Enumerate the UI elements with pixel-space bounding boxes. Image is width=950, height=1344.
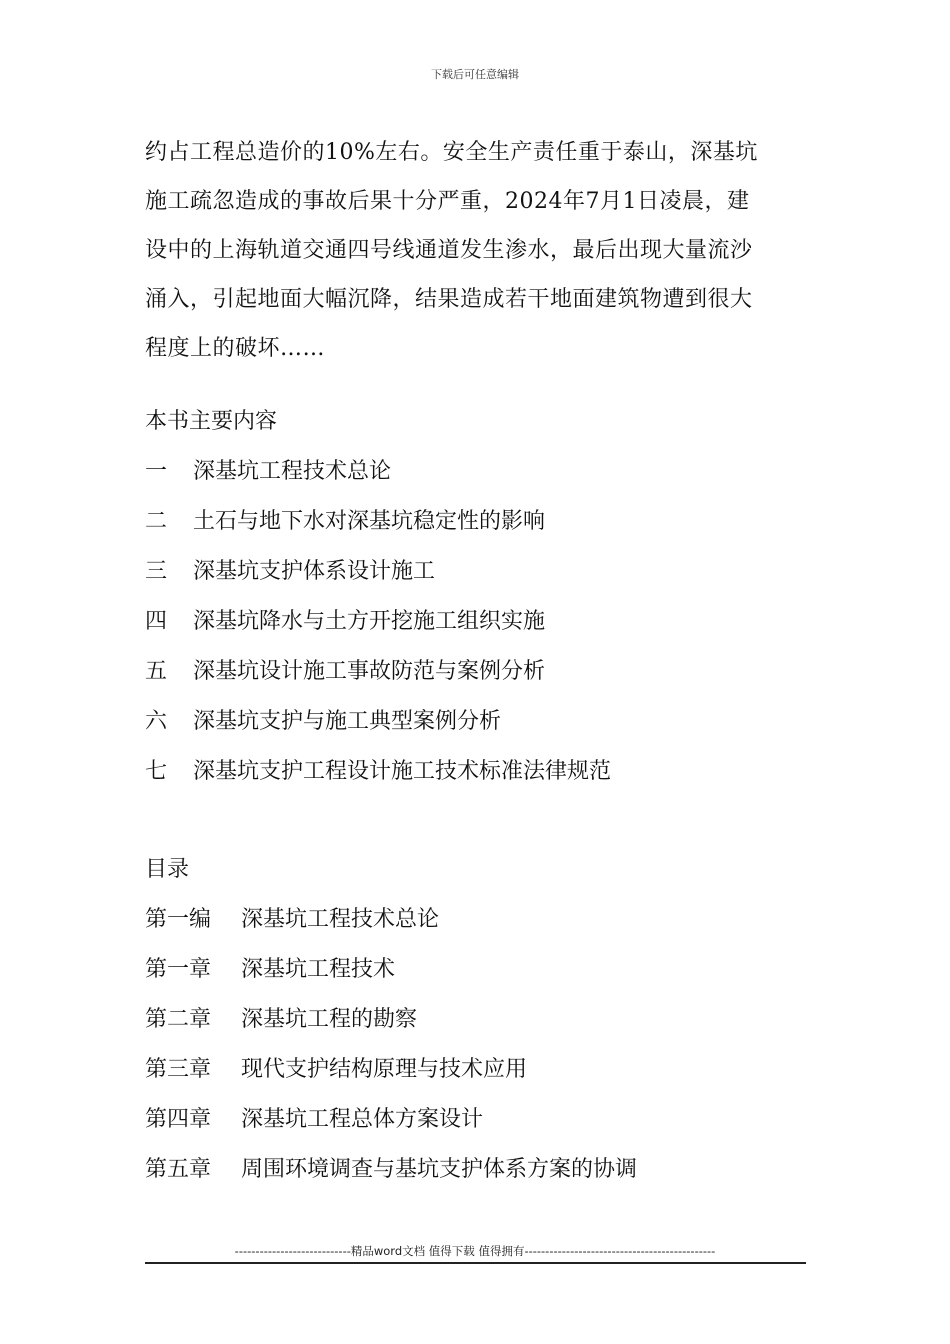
- toc-title: 深基坑工程技术总论: [241, 907, 440, 932]
- toc-number: 第四章: [145, 1107, 212, 1132]
- contents-heading: 目录: [145, 857, 190, 882]
- item-text: 土石与地下水对深基坑稳定性的影响: [193, 509, 546, 534]
- item-text: 深基坑支护工程设计施工技术标准法律规范: [193, 759, 612, 784]
- intro-line: 设中的上海轨道交通四号线通道发生渗水，最后出现大量流沙: [145, 238, 753, 263]
- page-footer-text: ----------------------------精品word文档 值得下载 值得拥有----------------------------------------------: [234, 1244, 716, 1258]
- item-text: 深基坑支护与施工典型案例分析: [193, 709, 502, 734]
- intro-line: 程度上的破坏……: [145, 336, 326, 361]
- item-number: 六: [145, 709, 168, 734]
- toc-item: [145, 1005, 637, 1055]
- list-item: [145, 707, 611, 757]
- toc-item: [145, 1155, 637, 1205]
- list-item: [145, 457, 611, 507]
- toc-number: 第二章: [145, 1007, 212, 1032]
- item-number: 四: [145, 609, 168, 634]
- list-item: [145, 557, 611, 607]
- main-content-heading: 本书主要内容: [145, 409, 278, 434]
- item-number: 一: [145, 459, 168, 484]
- toc-title: 周围环境调查与基坑支护体系方案的协调: [241, 1157, 638, 1182]
- intro-line: 约占工程总造价的10%左右。安全生产责任重于泰山，深基坑: [145, 140, 758, 165]
- page-header-note: 下载后可任意编辑: [431, 68, 519, 81]
- table-of-contents: [145, 905, 637, 1205]
- list-item: [145, 507, 611, 557]
- intro-line: 施工疏忽造成的事故后果十分严重，2024年7月1日凌晨，建: [145, 189, 750, 214]
- item-text: 深基坑支护体系设计施工: [193, 559, 436, 584]
- toc-number: 第五章: [145, 1157, 212, 1182]
- intro-line: 涌入，引起地面大幅沉降，结果造成若干地面建筑物遭到很大: [145, 287, 753, 312]
- list-item: [145, 607, 611, 657]
- toc-title: 深基坑工程的勘察: [241, 1007, 418, 1032]
- toc-item: [145, 905, 637, 955]
- item-text: 深基坑降水与土方开挖施工组织实施: [193, 609, 546, 634]
- toc-title: 深基坑工程技术: [241, 957, 396, 982]
- toc-number: 第一编: [145, 907, 212, 932]
- intro-paragraph: [145, 128, 805, 373]
- toc-title: 现代支护结构原理与技术应用: [241, 1057, 528, 1082]
- item-number: 七: [145, 759, 168, 784]
- toc-number: 第一章: [145, 957, 212, 982]
- item-text: 深基坑设计施工事故防范与案例分析: [193, 659, 546, 684]
- toc-item: [145, 1055, 637, 1105]
- item-number: 三: [145, 559, 168, 584]
- main-content-list: [145, 457, 611, 807]
- toc-title: 深基坑工程总体方案设计: [241, 1107, 484, 1132]
- list-item: [145, 657, 611, 707]
- item-number: 二: [145, 509, 168, 534]
- toc-item: [145, 955, 637, 1005]
- toc-item: [145, 1105, 637, 1155]
- item-text: 深基坑工程技术总论: [193, 459, 392, 484]
- list-item: [145, 757, 611, 807]
- footer-divider: [145, 1262, 806, 1264]
- item-number: 五: [145, 659, 168, 684]
- toc-number: 第三章: [145, 1057, 212, 1082]
